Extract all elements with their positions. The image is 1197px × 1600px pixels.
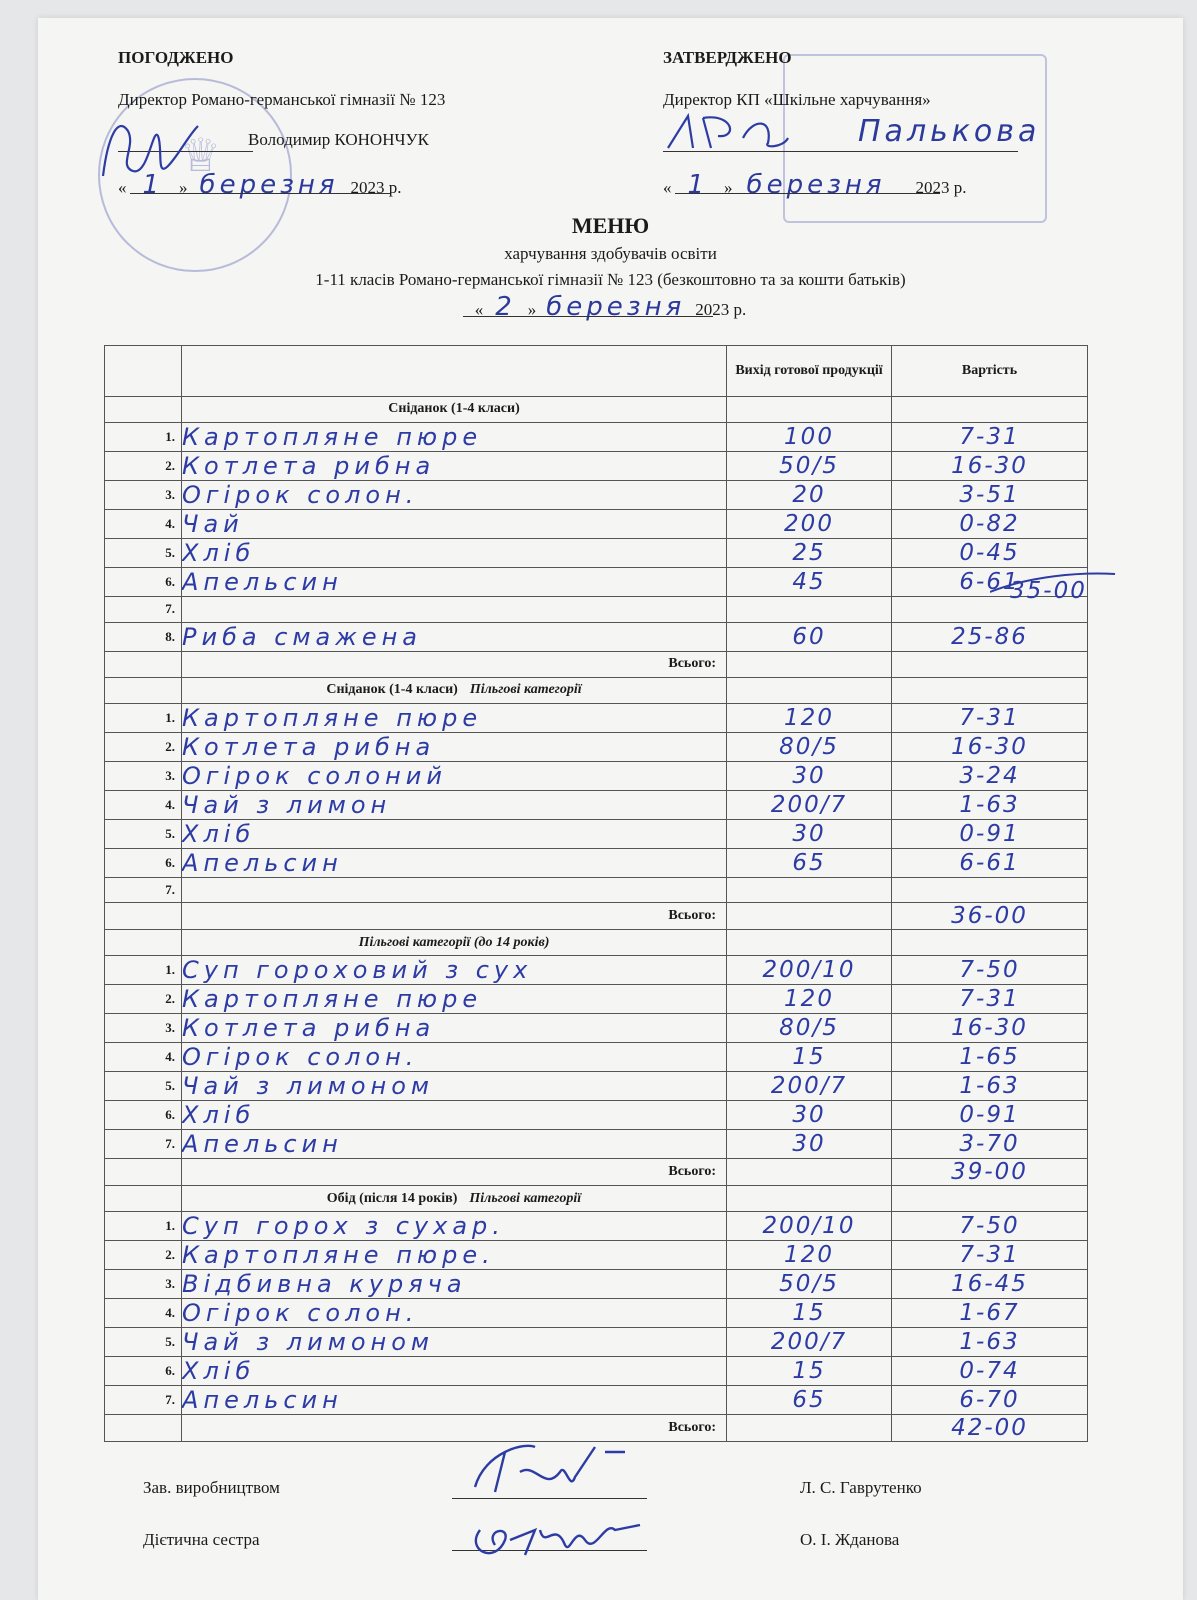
output-value: 15 — [727, 1299, 892, 1328]
output-value: 50/5 — [727, 451, 892, 480]
output-value: 80/5 — [727, 1014, 892, 1043]
price-value: 7-31 — [892, 985, 1088, 1014]
director-signature-left — [98, 106, 208, 196]
row-number: 5. — [105, 538, 182, 567]
dish-name: Котлета рибна — [182, 732, 727, 761]
price-value: 0-82 — [892, 509, 1088, 538]
output-value: 20 — [727, 480, 892, 509]
output-value: 120 — [727, 1241, 892, 1270]
dish-name: Чай з лимон — [182, 790, 727, 819]
row-number: 6. — [105, 848, 182, 877]
section-title-text: Сніданок (1-4 класи) — [326, 682, 458, 698]
total-row — [105, 903, 1088, 930]
director-signature-right — [663, 108, 793, 158]
price-value — [892, 877, 1088, 903]
approval-right-handwritten-name: Палькова — [858, 114, 1041, 149]
dish-name: Картопляне пюре. — [182, 1241, 727, 1270]
dish-name: Хліб — [182, 819, 727, 848]
row-number: 7. — [105, 1386, 182, 1415]
row-number: 2. — [105, 732, 182, 761]
table-row — [105, 596, 1088, 622]
output-value: 80/5 — [727, 732, 892, 761]
approval-left-name: Володимир КОНОНЧУК — [248, 130, 429, 149]
output-value: 120 — [727, 703, 892, 732]
row-number: 3. — [105, 761, 182, 790]
dish-name: Апельсин — [182, 1130, 727, 1159]
dish-name: Хліб — [182, 538, 727, 567]
price-value: 0-91 — [892, 1101, 1088, 1130]
price-value: 6-61 — [892, 848, 1088, 877]
table-row — [105, 1299, 1088, 1328]
dish-name: Чай з лимоном — [182, 1072, 727, 1101]
table-row — [105, 1328, 1088, 1357]
price-value: 0-74 — [892, 1357, 1088, 1386]
price-value: 16-30 — [892, 732, 1088, 761]
dietary-nurse-signature — [465, 1500, 645, 1570]
section-header-row — [105, 1186, 1088, 1212]
section-title-text: Сніданок (1-4 класи) — [388, 401, 520, 417]
section-subtitle: Пільгові категорії — [469, 682, 582, 698]
row-number: 2. — [105, 451, 182, 480]
table-row — [105, 1101, 1088, 1130]
dish-name: Хліб — [182, 1357, 727, 1386]
section-title — [182, 930, 727, 956]
output-value: 15 — [727, 1357, 892, 1386]
price-value: 7-50 — [892, 1212, 1088, 1241]
approval-left-title: ПОГОДЖЕНО — [118, 48, 234, 67]
output-value: 65 — [727, 848, 892, 877]
output-value: 200/7 — [727, 790, 892, 819]
price-value: 6-70 — [892, 1386, 1088, 1415]
table-row — [105, 480, 1088, 509]
footer-name-2: О. І. Жданова — [800, 1530, 900, 1549]
table-row — [105, 703, 1088, 732]
approval-right-position: Директор КП «Шкільне харчування» — [663, 90, 931, 109]
price-value: 3-70 — [892, 1130, 1088, 1159]
price-value: 1-63 — [892, 1072, 1088, 1101]
price-value: 1-63 — [892, 790, 1088, 819]
row-number: 4. — [105, 1043, 182, 1072]
total-label: Всього: — [182, 1415, 727, 1442]
production-manager-signature — [465, 1432, 635, 1502]
total-value: 42-00 — [892, 1415, 1088, 1442]
output-value: 45 — [727, 567, 892, 596]
dish-name: Суп горох з сухар. — [182, 1212, 727, 1241]
dish-name — [182, 596, 727, 622]
row-number: 4. — [105, 790, 182, 819]
approval-right-title: ЗАТВЕРДЖЕНО — [663, 48, 792, 67]
row-number: 5. — [105, 1072, 182, 1101]
dish-name: Апельсин — [182, 567, 727, 596]
price-value: 6-61 — [892, 567, 1088, 596]
output-value: 15 — [727, 1043, 892, 1072]
table-row — [105, 956, 1088, 985]
row-number: 1. — [105, 422, 182, 451]
table-row — [105, 1357, 1088, 1386]
row-number: 2. — [105, 1241, 182, 1270]
table-row — [105, 509, 1088, 538]
output-value — [727, 877, 892, 903]
output-value: 120 — [727, 985, 892, 1014]
output-value: 60 — [727, 622, 892, 651]
dish-name: Картопляне пюре — [182, 422, 727, 451]
output-value: 100 — [727, 422, 892, 451]
total-label: Всього: — [182, 1159, 727, 1186]
table-row — [105, 1212, 1088, 1241]
approval-right-date: « 1 » березня 2023 р. — [663, 170, 967, 200]
dish-name: Суп гороховий з сух — [182, 956, 727, 985]
total-row — [105, 1159, 1088, 1186]
total-label: Всього: — [182, 903, 727, 930]
dish-name: Апельсин — [182, 1386, 727, 1415]
price-value: 3-24 — [892, 761, 1088, 790]
table-row — [105, 877, 1088, 903]
row-number: 5. — [105, 1328, 182, 1357]
section-title-text: Пільгові категорії (до 14 років) — [358, 934, 550, 950]
output-value: 200/7 — [727, 1328, 892, 1357]
output-value: 30 — [727, 761, 892, 790]
price-value: 7-31 — [892, 422, 1088, 451]
trident-emblem-icon: ♕ — [180, 130, 222, 181]
output-value: 200/7 — [727, 1072, 892, 1101]
table-row — [105, 1270, 1088, 1299]
table-header-row — [105, 346, 1088, 397]
row-number: 4. — [105, 509, 182, 538]
price-value: 7-50 — [892, 956, 1088, 985]
dish-name — [182, 877, 727, 903]
output-value: 50/5 — [727, 1270, 892, 1299]
table-row — [105, 761, 1088, 790]
col-price-header: Вартість — [892, 346, 1088, 397]
table-row — [105, 1043, 1088, 1072]
price-value: 25-86 — [892, 622, 1088, 651]
price-value: 7-31 — [892, 1241, 1088, 1270]
price-value: 0-45 — [892, 538, 1088, 567]
row-number: 6. — [105, 567, 182, 596]
table-row — [105, 819, 1088, 848]
footer-name-1: Л. С. Гаврутенко — [800, 1478, 922, 1497]
output-value: 65 — [727, 1386, 892, 1415]
total-label: Всього: — [182, 651, 727, 677]
output-value: 30 — [727, 819, 892, 848]
menu-subtitle-2: 1-11 класів Романо-германської гімназії № 123 (безкоштовно та за кошти батьків) — [315, 270, 906, 289]
section-1-side-note: 35-00 — [1010, 578, 1087, 604]
dish-name: Огірок солон. — [182, 1043, 727, 1072]
row-number: 3. — [105, 1014, 182, 1043]
dish-name: Відбивна куряча — [182, 1270, 727, 1299]
table-row — [105, 1014, 1088, 1043]
dish-name: Хліб — [182, 1101, 727, 1130]
total-value: 36-00 — [892, 903, 1088, 930]
footer-role-2: Дієтична сестра — [143, 1530, 260, 1549]
total-value: 39-00 — [892, 1159, 1088, 1186]
table-row — [105, 790, 1088, 819]
dish-name: Картопляне пюре — [182, 703, 727, 732]
price-value: 0-91 — [892, 819, 1088, 848]
col-output-header: Вихід готової продукції — [727, 346, 892, 397]
section-subtitle: Пільгові категорії — [469, 1190, 582, 1206]
table-row — [105, 848, 1088, 877]
price-value: 1-63 — [892, 1328, 1088, 1357]
output-value: 200 — [727, 509, 892, 538]
section-title — [182, 397, 727, 423]
section-header-row — [105, 930, 1088, 956]
price-value: 16-30 — [892, 451, 1088, 480]
dish-name: Огірок солон. — [182, 1299, 727, 1328]
dish-name: Картопляне пюре — [182, 985, 727, 1014]
table-row — [105, 732, 1088, 761]
section-header-row — [105, 677, 1088, 703]
price-value: 7-31 — [892, 703, 1088, 732]
dish-name: Огірок солоний — [182, 761, 727, 790]
output-value: 200/10 — [727, 956, 892, 985]
menu-subtitle-1: харчування здобувачів освіти — [504, 244, 717, 263]
table-row — [105, 985, 1088, 1014]
row-number: 6. — [105, 1357, 182, 1386]
dish-name: Чай — [182, 509, 727, 538]
section-title — [182, 677, 727, 703]
table-row — [105, 567, 1088, 596]
output-value: 30 — [727, 1101, 892, 1130]
row-number: 7. — [105, 1130, 182, 1159]
price-value: 16-30 — [892, 1014, 1088, 1043]
row-number: 3. — [105, 480, 182, 509]
dish-name: Огірок солон. — [182, 480, 727, 509]
row-number: 3. — [105, 1270, 182, 1299]
row-number: 1. — [105, 1212, 182, 1241]
footer-role-1: Зав. виробництвом — [143, 1478, 280, 1497]
table-row — [105, 1072, 1088, 1101]
output-value: 25 — [727, 538, 892, 567]
dish-name: Чай з лимоном — [182, 1328, 727, 1357]
table-row — [105, 451, 1088, 480]
dish-name: Риба смажена — [182, 622, 727, 651]
table-row — [105, 622, 1088, 651]
table-row — [105, 1386, 1088, 1415]
row-number: 7. — [105, 877, 182, 903]
output-value: 200/10 — [727, 1212, 892, 1241]
row-number: 8. — [105, 622, 182, 651]
row-number: 7. — [105, 596, 182, 622]
row-number: 6. — [105, 1101, 182, 1130]
row-number: 5. — [105, 819, 182, 848]
row-number: 1. — [105, 956, 182, 985]
price-value: 1-65 — [892, 1043, 1088, 1072]
total-row — [105, 651, 1088, 677]
price-value: 16-45 — [892, 1270, 1088, 1299]
table-row — [105, 538, 1088, 567]
output-value: 30 — [727, 1130, 892, 1159]
approval-left-position: Директор Романо-германської гімназії № 123 — [118, 90, 446, 109]
total-value — [892, 651, 1088, 677]
dish-name: Котлета рибна — [182, 1014, 727, 1043]
table-row — [105, 1241, 1088, 1270]
menu-title: МЕНЮ — [571, 213, 650, 238]
table-row — [105, 422, 1088, 451]
row-number: 4. — [105, 1299, 182, 1328]
dish-name: Апельсин — [182, 848, 727, 877]
dish-name: Котлета рибна — [182, 451, 727, 480]
section-title-text: Обід (після 14 років) — [326, 1190, 458, 1206]
section-header-row — [105, 397, 1088, 423]
approval-left-date: « 1 » березня 2023 р. — [118, 170, 402, 200]
row-number: 2. — [105, 985, 182, 1014]
price-value: 1-67 — [892, 1299, 1088, 1328]
section-title — [182, 1186, 727, 1212]
table-row — [105, 1130, 1088, 1159]
output-value — [727, 596, 892, 622]
menu-table — [104, 345, 1088, 1442]
menu-date: « 2 » березня 2023 р. — [474, 292, 747, 322]
price-value: 3-51 — [892, 480, 1088, 509]
row-number: 1. — [105, 703, 182, 732]
